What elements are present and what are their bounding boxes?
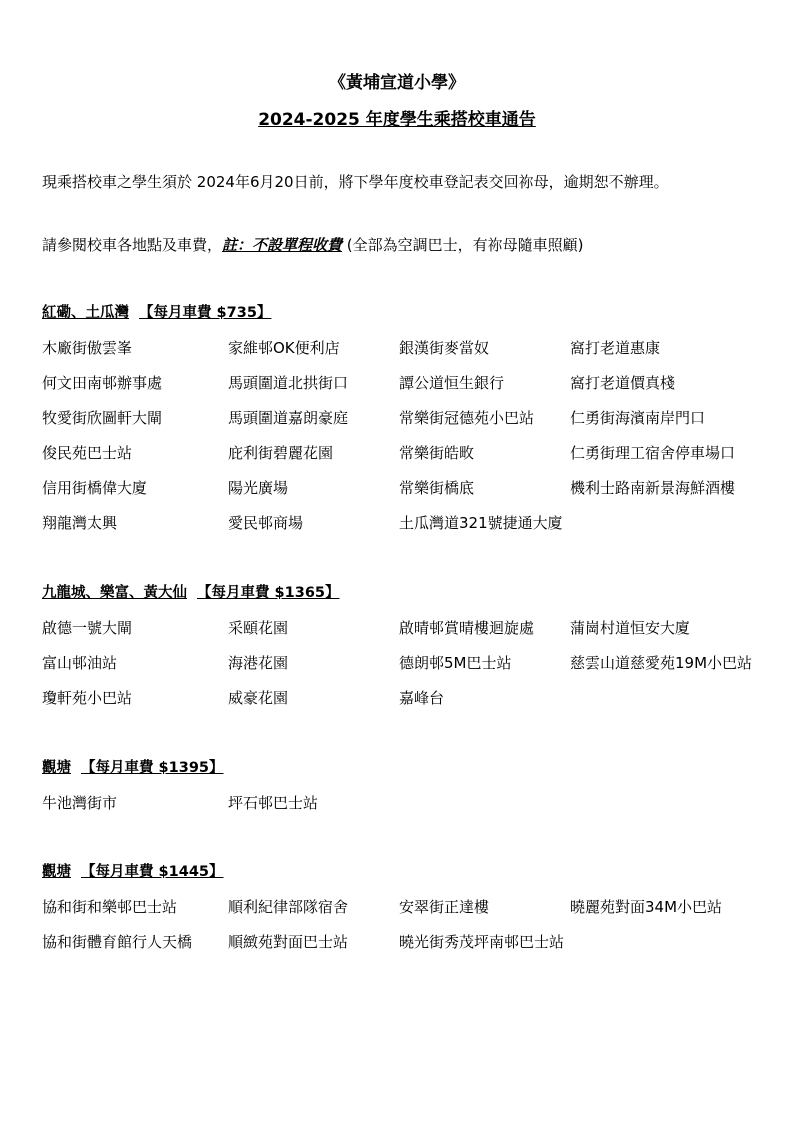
bus-stop: 愛民邨商場 xyxy=(228,514,304,532)
intro-fare-suffix: (全部為空調巴士，有祢母隨車照顧) xyxy=(342,236,584,254)
stop-row xyxy=(42,896,772,931)
bus-stop: 機利士路南新景海鮮酒樓 xyxy=(570,479,736,497)
bus-stop: 木廠街傲雲峯 xyxy=(42,339,133,357)
bus-stop: 翔龍灣太興 xyxy=(42,514,118,532)
bus-stop: 馬頭圍道嘉朗豪庭 xyxy=(228,409,349,427)
bus-stop: 仁勇街海濱南岸門口 xyxy=(570,409,706,427)
bus-stop: 常樂街冠德苑小巴站 xyxy=(399,409,535,427)
section-heading xyxy=(42,756,772,778)
bus-stop: 常樂街皓畋 xyxy=(399,444,475,462)
bus-stop: 曉麗苑對面34M小巴站 xyxy=(570,898,723,916)
stop-grid xyxy=(42,792,772,827)
bus-stop: 仁勇街理工宿舍停車場口 xyxy=(570,444,736,462)
bus-stop: 何文田南邨辦事處 xyxy=(42,374,163,392)
bus-stop: 俊民苑巴士站 xyxy=(42,444,133,462)
bus-stop: 常樂街橋底 xyxy=(399,479,475,497)
stop-row xyxy=(42,337,772,372)
stop-row xyxy=(42,372,772,407)
bus-stop: 陽光廣場 xyxy=(228,479,289,497)
intro-fare-text xyxy=(42,234,584,255)
section-heading xyxy=(42,581,772,603)
bus-stop: 曉光街秀茂坪南邨巴士站 xyxy=(399,933,565,951)
bus-stop: 慈雲山道慈愛苑19M小巴站 xyxy=(570,654,753,672)
bus-stop: 家維邨OK便利店 xyxy=(228,339,340,357)
section-region: 九龍城、樂富、黃大仙 xyxy=(42,585,187,601)
bus-stop: 銀漢街麥當奴 xyxy=(399,339,490,357)
stop-row xyxy=(42,931,772,966)
stop-row xyxy=(42,477,772,512)
stop-grid xyxy=(42,617,772,722)
bus-stop: 牛池灣街市 xyxy=(42,794,118,812)
bus-stop: 土瓜灣道321號捷通大廈 xyxy=(399,514,563,532)
stop-row xyxy=(42,617,772,652)
section-region: 觀塘 xyxy=(42,760,71,776)
bus-stop: 協和街和樂邨巴士站 xyxy=(42,898,178,916)
route-section xyxy=(42,756,772,827)
school-name: 《黃埔宣道小學》 xyxy=(329,73,465,93)
section-fare: 【每月車費 $1445】 xyxy=(81,864,224,880)
bus-stop: 協和街體育館行人天橋 xyxy=(42,933,193,951)
stop-row xyxy=(42,442,772,477)
bus-stop: 馬頭圍道北拱街口 xyxy=(228,374,349,392)
route-section xyxy=(42,860,772,966)
bus-stop: 瓊軒苑小巴站 xyxy=(42,689,133,707)
bus-stop: 信用街橋偉大廈 xyxy=(42,479,148,497)
bus-stop: 譚公道恒生銀行 xyxy=(399,374,505,392)
bus-stop: 窩打老道價真棧 xyxy=(570,374,676,392)
stop-grid xyxy=(42,896,772,966)
section-region: 觀塘 xyxy=(42,864,71,880)
bus-stop: 啟晴邨賞晴樓迴旋處 xyxy=(399,619,535,637)
bus-stop: 順利紀律部隊宿舍 xyxy=(228,898,349,916)
bus-stop: 坪石邨巴士站 xyxy=(228,794,319,812)
bus-stop: 安翠街正達樓 xyxy=(399,898,490,916)
section-fare: 【每月車費 $1395】 xyxy=(81,760,224,776)
route-section xyxy=(42,581,772,722)
bus-stop: 順緻苑對面巴士站 xyxy=(228,933,349,951)
intro-deadline-text: 現乘搭校車之學生須於 2024年6月20日前，將下學年度校車登記表交回祢母，逾期恕不辦理。 xyxy=(42,173,669,191)
stop-row xyxy=(42,687,772,722)
bus-stop: 威豪花園 xyxy=(228,689,289,707)
stop-row xyxy=(42,652,772,687)
stop-row xyxy=(42,792,772,827)
section-fare: 【每月車費 $735】 xyxy=(139,305,272,321)
bus-stop: 窩打老道惠康 xyxy=(570,339,661,357)
notice-title: 2024-2025 年度學生乘搭校車通告 xyxy=(258,110,536,130)
section-heading xyxy=(42,301,772,323)
bus-stop: 牧愛街欣圖軒大閘 xyxy=(42,409,163,427)
bus-stop: 蒲崗村道恒安大廈 xyxy=(570,619,691,637)
section-heading xyxy=(42,860,772,882)
stop-grid xyxy=(42,337,772,547)
bus-stop: 嘉峰台 xyxy=(399,689,445,707)
bus-stop: 庇利街碧麗花園 xyxy=(228,444,334,462)
no-single-trip-note: 註：不設單程收費 xyxy=(222,236,343,254)
section-fare: 【每月車費 $1365】 xyxy=(197,585,340,601)
stop-row xyxy=(42,407,772,442)
section-region: 紅磡、土瓜灣 xyxy=(42,305,129,321)
bus-stop: 采頤花園 xyxy=(228,619,289,637)
route-section xyxy=(42,301,772,547)
bus-stop: 啟德一號大閘 xyxy=(42,619,133,637)
bus-stop: 海港花園 xyxy=(228,654,289,672)
intro-fare-prefix: 請參閱校車各地點及車費， xyxy=(42,236,223,254)
stop-row xyxy=(42,512,772,547)
bus-stop: 德朗邨5M巴士站 xyxy=(399,654,512,672)
bus-stop: 富山邨油站 xyxy=(42,654,118,672)
